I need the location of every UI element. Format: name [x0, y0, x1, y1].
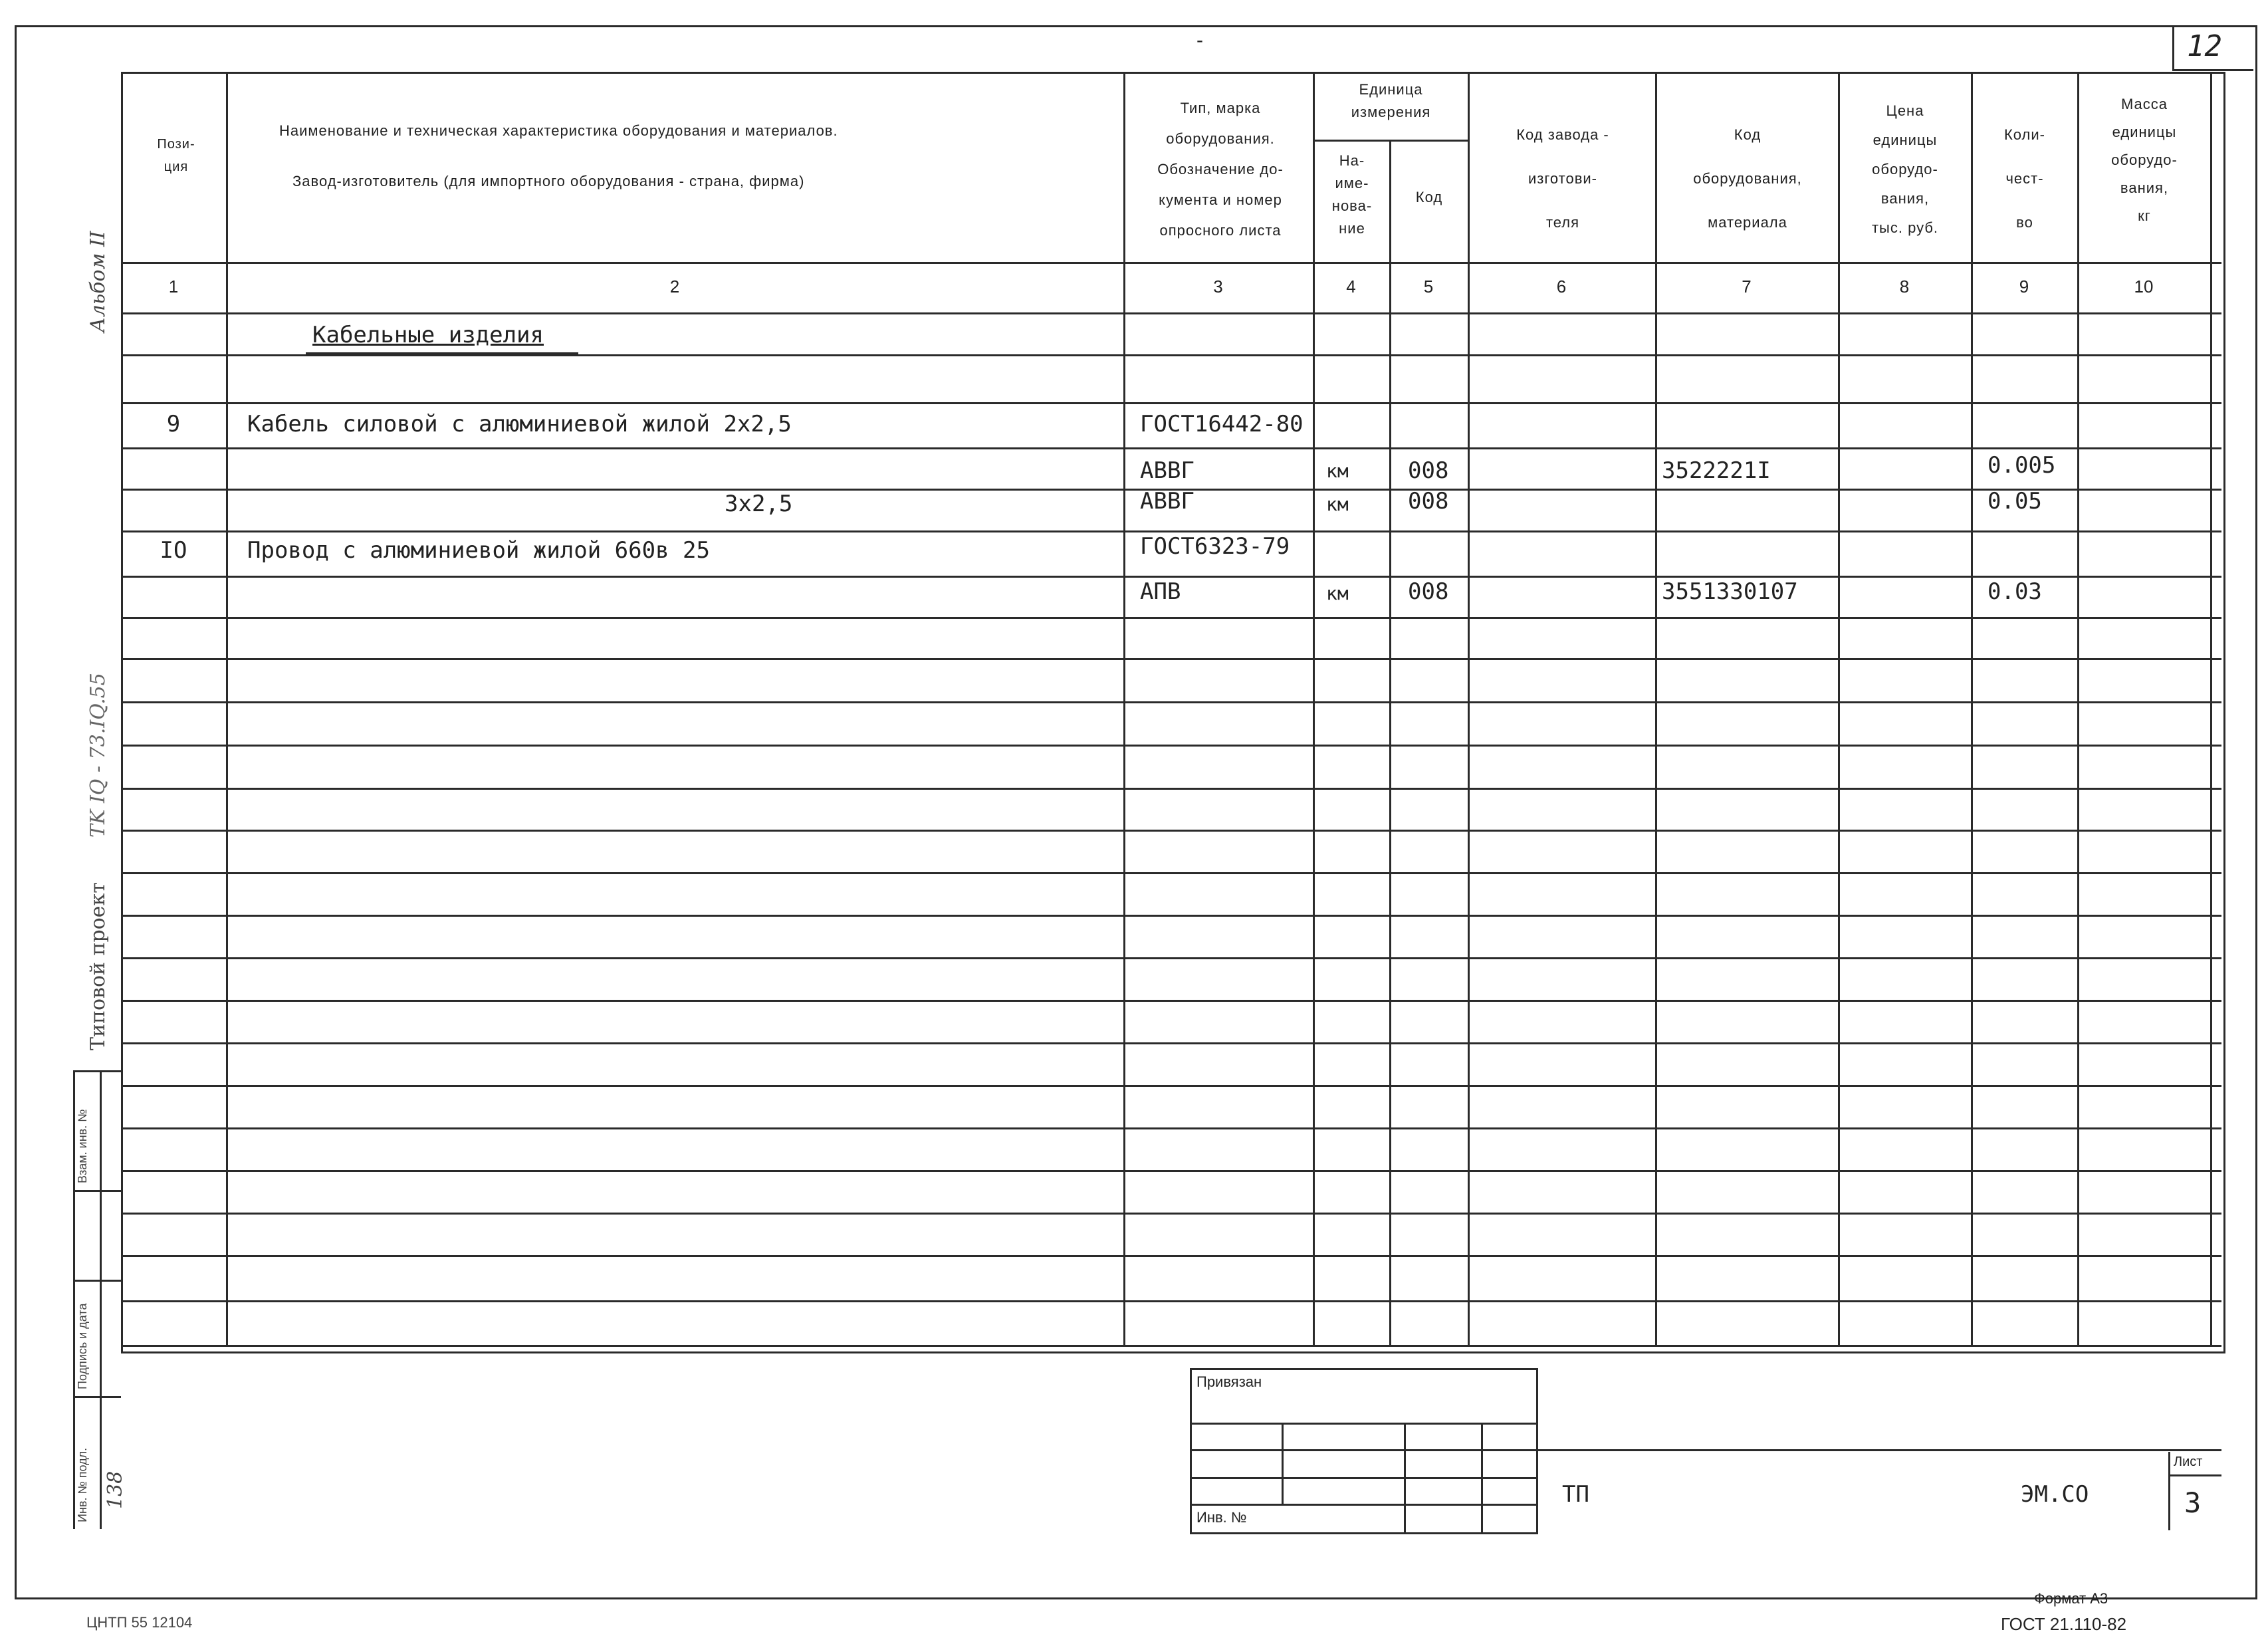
col-number: 1 — [168, 277, 179, 296]
stamp-inv-replace: Взам. инв. № — [76, 1109, 89, 1183]
row-line — [121, 617, 2221, 619]
row-equipment-code: 3551330107 — [1662, 578, 1798, 605]
stamp-line — [73, 1280, 121, 1282]
format-label: Формат А3 — [2034, 1590, 2108, 1607]
standard-label: ГОСТ 21.110-82 — [2001, 1614, 2127, 1634]
designation-left: ТП — [1562, 1481, 1589, 1508]
header-type: Тип, марка оборудования. Обозначение до- кумента и номер опросного листа — [1157, 100, 1284, 239]
header-name-line2: Завод-изготовитель (для импортного оборудования - страна, фирма) — [292, 173, 805, 189]
row-equipment-code: 3522221I — [1662, 457, 1771, 484]
row-type: ГОСТ16442-80 — [1140, 411, 1304, 437]
header-unit-name: На- име- нова- ние — [1331, 152, 1373, 237]
row-unit: км — [1326, 460, 1349, 482]
header-mass: Масса единицы оборудо- вания, кг — [2111, 96, 2178, 224]
row-line — [121, 1170, 2221, 1172]
row-type: ГОСТ6323-79 — [1140, 533, 1290, 560]
row-type: АВВГ — [1140, 488, 1194, 515]
header-quantity: Коли- чест- во — [2003, 126, 2046, 231]
col-number: 5 — [1423, 277, 1434, 296]
row-name: Провод с алюминиевой жилой 660в 25 — [247, 537, 710, 564]
binding-block-line — [1190, 1477, 1536, 1479]
row-code: 008 — [1408, 578, 1449, 605]
row-line — [121, 745, 2221, 747]
binding-block-line — [1190, 1449, 1536, 1451]
binding-label: Привязан — [1196, 1373, 1262, 1390]
stamp-inv-number: 138 — [104, 1470, 127, 1509]
header-price: Цена единицы оборудо- вания, тыс. руб. — [1871, 102, 1939, 236]
row-line — [121, 447, 2221, 449]
inner-frame — [121, 72, 2225, 1353]
album-label: Альбом II — [86, 231, 110, 332]
header-unit-group: Единица измерения — [1351, 81, 1431, 120]
row-line — [121, 1000, 2221, 1002]
col-number: 6 — [1556, 277, 1567, 296]
header-bottom-line — [121, 262, 2221, 264]
row-unit: км — [1326, 493, 1349, 515]
binding-block-line — [1190, 1423, 1536, 1425]
row-name: Кабель силовой с алюминиевой жилой 2х2,5 — [247, 411, 792, 437]
stamp-line — [73, 1190, 121, 1192]
row-code: 008 — [1408, 457, 1449, 484]
row-line — [121, 915, 2221, 917]
designation-right: ЭМ.СО — [2021, 1481, 2089, 1508]
row-quantity: 0.03 — [1987, 578, 2042, 605]
stamp-line — [73, 1070, 75, 1529]
row-unit: км — [1326, 582, 1349, 604]
sheet-box-line — [2168, 1452, 2170, 1530]
sheet-label: Лист — [2174, 1455, 2203, 1469]
section-title: Кабельные изделия — [312, 322, 544, 348]
row-line — [121, 957, 2221, 959]
stamp-inv-original: Инв. № подл. — [76, 1447, 89, 1522]
row-name: 3х2,5 — [725, 491, 793, 517]
row-line — [121, 1127, 2221, 1129]
row-line — [121, 788, 2221, 790]
stamp-line — [73, 1070, 121, 1072]
number-row-line — [121, 312, 2221, 314]
col-number: 8 — [1899, 277, 1910, 296]
section-title-underline — [306, 352, 578, 354]
row-type: АПВ — [1140, 578, 1181, 605]
page-number-box-line — [2172, 69, 2253, 71]
binding-block-line — [1404, 1423, 1406, 1532]
row-line — [121, 658, 2221, 660]
row-line — [121, 1213, 2221, 1215]
project-code: TK IQ - 73.IQ.55 — [86, 673, 110, 838]
row-line — [121, 830, 2221, 832]
stamp-line — [100, 1070, 102, 1529]
header-unit-code: Код — [1415, 189, 1443, 205]
row-pos: 9 — [166, 411, 181, 437]
printer-mark: ЦНТП 55 12104 — [86, 1614, 193, 1631]
inv-label: Инв. № — [1196, 1509, 1247, 1526]
col-number: 4 — [1346, 277, 1356, 296]
row-quantity: 0.005 — [1987, 452, 2056, 479]
row-code: 008 — [1408, 488, 1449, 515]
row-line — [121, 354, 2221, 356]
project-label: Типовой проект — [86, 882, 110, 1050]
sheet-number: 3 — [2184, 1486, 2202, 1519]
row-line — [121, 1300, 2221, 1302]
header-equipment-code: Код оборудования, материала — [1693, 126, 1802, 231]
col-line — [1389, 140, 1391, 1345]
table-bottom-line — [121, 1345, 2221, 1347]
col-number: 10 — [2134, 277, 2154, 296]
col-number: 2 — [669, 277, 680, 296]
page-number: 12 — [2187, 29, 2222, 63]
unit-group-line — [1313, 140, 1468, 142]
row-pos: IO — [160, 537, 187, 564]
col-number: 9 — [2019, 277, 2029, 296]
title-block-line — [1536, 1449, 2221, 1451]
col-number: 3 — [1213, 277, 1223, 296]
binding-block-line — [1282, 1423, 1284, 1504]
row-line — [121, 402, 2221, 404]
row-quantity: 0.05 — [1987, 488, 2042, 515]
header-plant-code: Код завода - изготови- теля — [1516, 126, 1609, 231]
row-line — [121, 1042, 2221, 1044]
header-position: Пози- ция — [157, 137, 195, 174]
row-line — [121, 872, 2221, 874]
row-line — [121, 1255, 2221, 1257]
sheet-box-line — [2168, 1474, 2221, 1476]
stamp-line — [73, 1396, 121, 1398]
page-number-box-line — [2172, 25, 2174, 69]
binding-block-line — [1481, 1423, 1483, 1532]
binding-block-line — [1190, 1504, 1536, 1506]
row-line — [121, 701, 2221, 703]
row-line — [121, 576, 2221, 578]
stamp-signature-date: Подпись и дата — [76, 1303, 89, 1389]
row-line — [121, 1085, 2221, 1087]
top-mark: - — [1196, 29, 1203, 51]
row-line — [121, 530, 2221, 532]
row-type: АВВГ — [1140, 457, 1194, 484]
header-name-line1: Наименование и техническая характеристика оборудования и материалов. — [279, 122, 838, 139]
col-number: 7 — [1742, 277, 1752, 296]
